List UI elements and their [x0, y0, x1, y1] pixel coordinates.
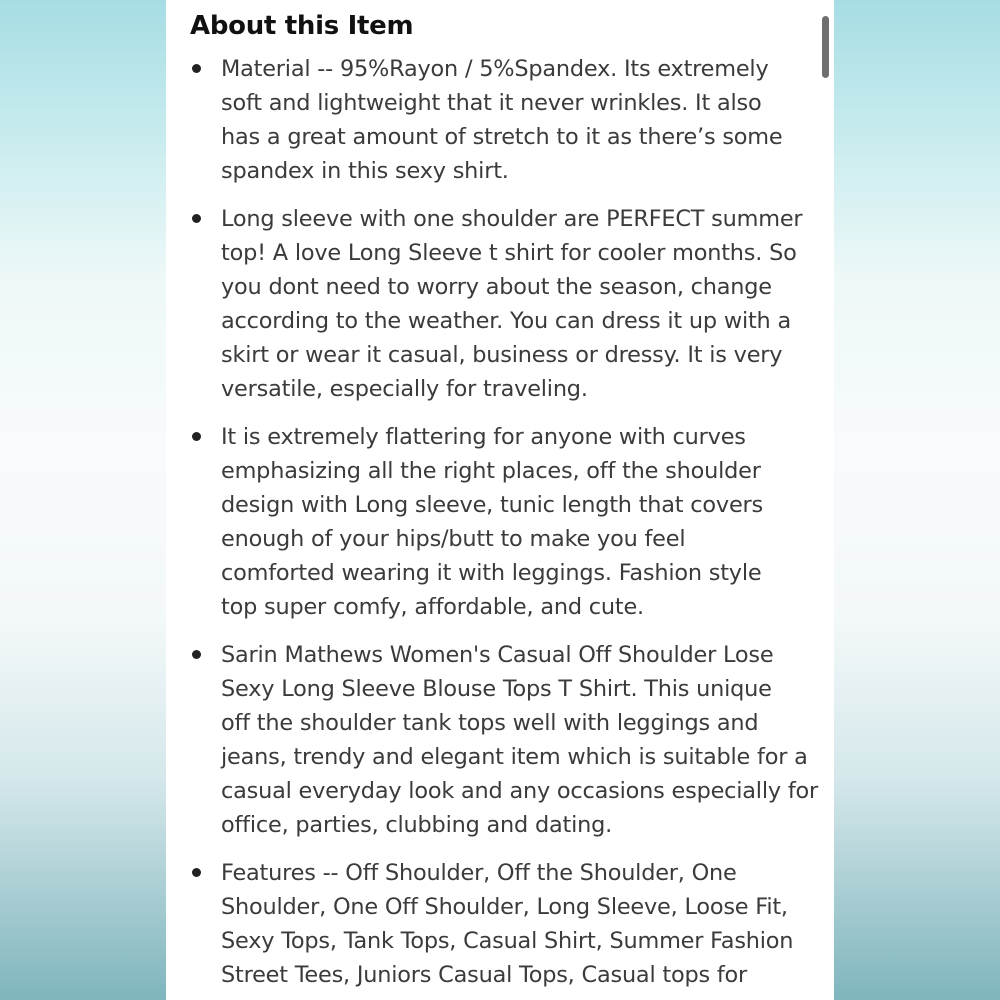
bullet-text: Sarin Mathews Women's Casual Off Shoulder Lose Sexy Long Sleeve Blouse Tops T Shirt. This unique off the shoulder tank tops well with leggings and jeans, trendy and elegant item which is suitable for a casual everyday look and any occasions especially for office, parties, clubbing and dating.: [221, 642, 819, 838]
bullet-list: [166, 52, 834, 1000]
bullet-text: It is extremely flattering for anyone with curves emphasizing all the right places, off the shoulder design with Long sleeve, tunic length that covers enough of your hips/butt to make you feel comforted wearing it with leggings. Fashion style top super comfy, affordable, and cute.: [221, 424, 764, 620]
bullet-icon: [192, 650, 201, 659]
about-item-panel[interactable]: [166, 0, 834, 1000]
bullet-text: Material -- 95%Rayon / 5%Spandex. Its extremely soft and lightweight that it never wrinkles. It also has a great amount of stretch to it as there’s some spandex in this sexy shirt.: [221, 56, 783, 184]
bullet-icon: [192, 432, 201, 441]
list-item: [166, 420, 834, 624]
section-title: About this Item: [190, 11, 414, 41]
list-item: [166, 52, 834, 188]
list-item: [166, 202, 834, 406]
scrollbar-thumb[interactable]: [822, 16, 829, 78]
bullet-icon: [192, 64, 201, 73]
bullet-icon: [192, 214, 201, 223]
bullet-icon: [192, 868, 201, 877]
list-item: [166, 856, 834, 992]
bullet-text: Long sleeve with one shoulder are PERFECT summer top! A love Long Sleeve t shirt for cooler months. So you dont need to worry about the season, change according to the weather. You can dress it up with a skirt or wear it casual, business or dressy. It is very versatile, especially for traveling.: [221, 206, 803, 402]
bullet-text: Features -- Off Shoulder, Off the Shoulder, One Shoulder, One Off Shoulder, Long Sleeve, Loose Fit, Sexy Tops, Tank Tops, Casual Shirt, Summer Fashion Street Tees, Juniors Casual Tops, Casual tops for: [221, 860, 794, 988]
list-item: [166, 638, 834, 842]
